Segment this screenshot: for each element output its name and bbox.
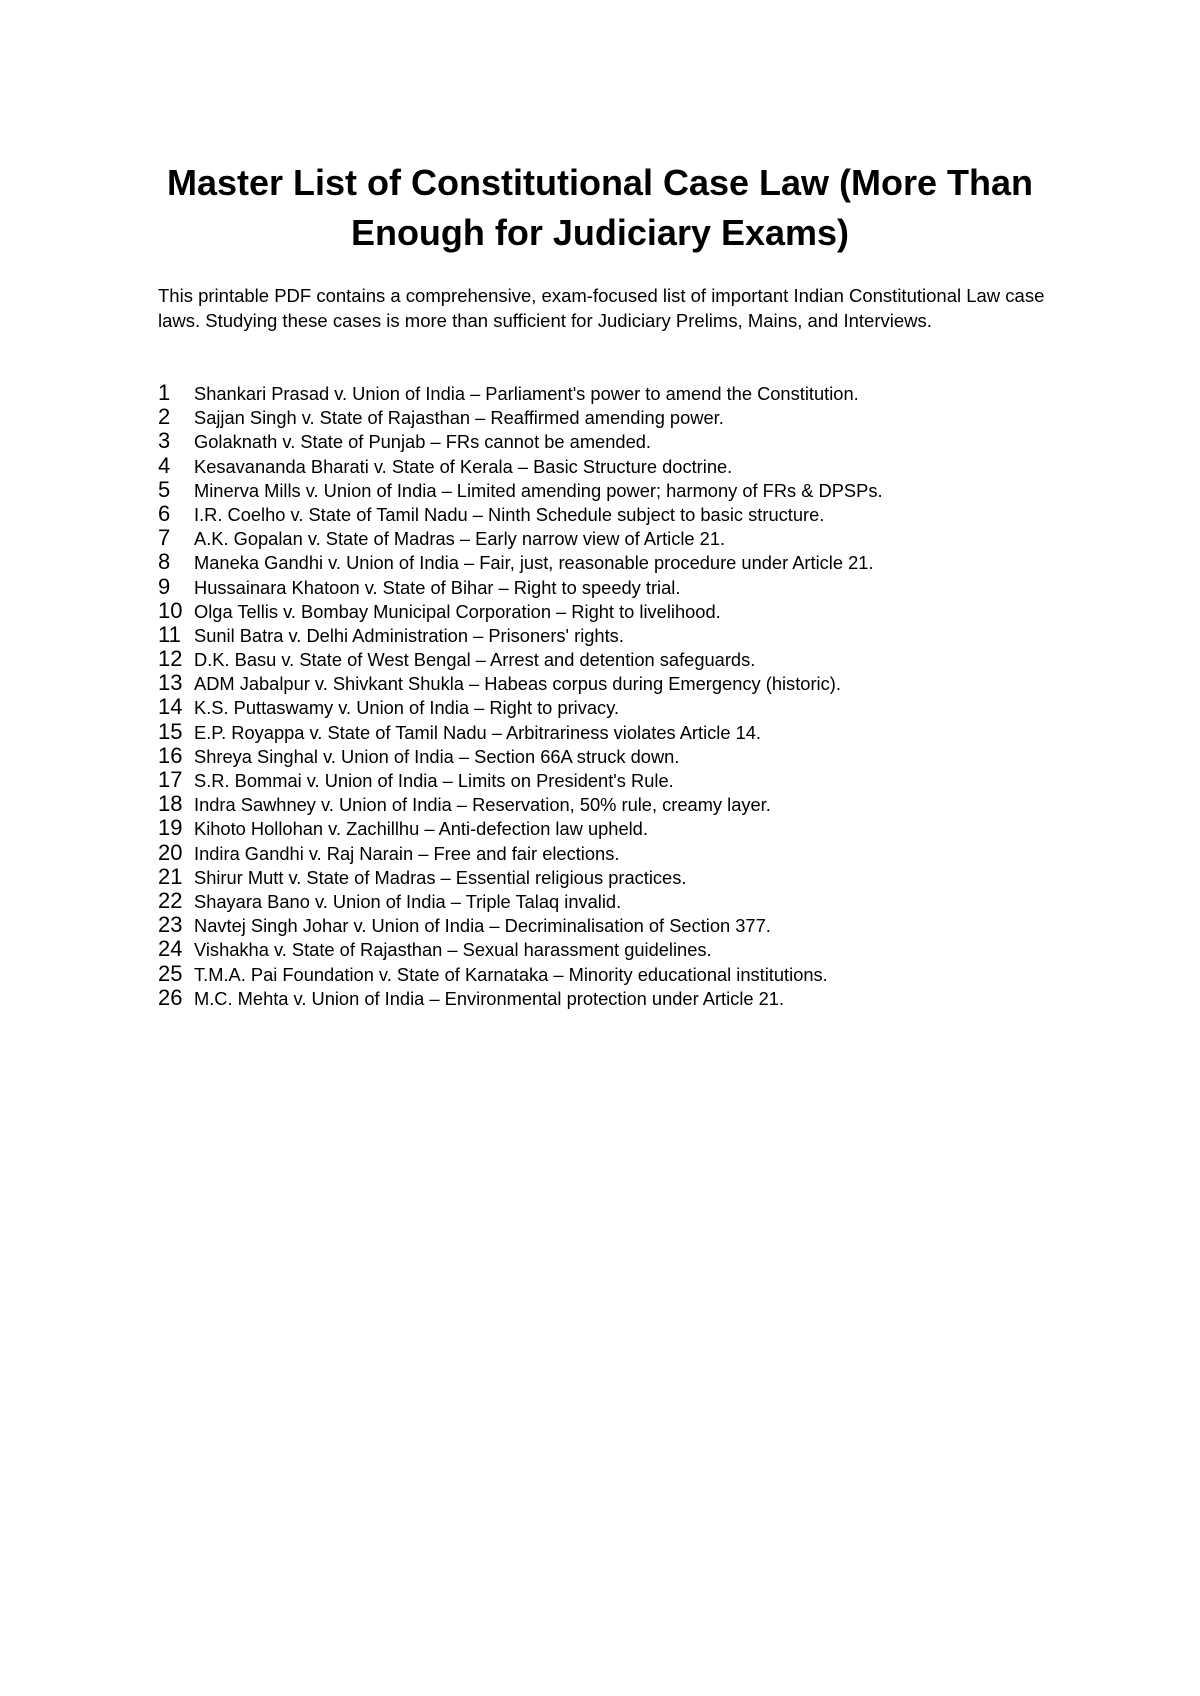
case-text: Navtej Singh Johar v. Union of India – Decriminalisation of Section 377.	[194, 915, 771, 937]
case-text: I.R. Coelho v. State of Tamil Nadu – Ninth Schedule subject to basic structure.	[194, 503, 825, 525]
list-item	[158, 792, 1058, 816]
case-number: 8	[158, 549, 171, 575]
case-number: 12	[158, 646, 183, 672]
case-number: 15	[158, 718, 183, 744]
case-number: 14	[158, 694, 183, 720]
list-item	[158, 405, 1058, 429]
case-number: 20	[158, 839, 183, 865]
case-text: T.M.A. Pai Foundation v. State of Karnataka – Minority educational institutions.	[194, 963, 828, 985]
list-item	[158, 962, 1058, 986]
list-item	[158, 550, 1058, 574]
case-text: K.S. Puttaswamy v. Union of India – Right to privacy.	[194, 697, 620, 719]
list-item	[158, 575, 1058, 599]
case-number: 22	[158, 887, 183, 913]
case-number: 21	[158, 863, 183, 889]
list-item	[158, 526, 1058, 550]
case-number: 24	[158, 936, 183, 962]
list-item	[158, 841, 1058, 865]
case-number: 13	[158, 670, 183, 696]
case-number: 6	[158, 500, 171, 526]
list-item	[158, 695, 1058, 719]
list-item	[158, 937, 1058, 961]
case-number: 10	[158, 597, 183, 623]
list-item	[158, 889, 1058, 913]
case-text: Vishakha v. State of Rajasthan – Sexual harassment guidelines.	[194, 939, 712, 961]
case-number: 26	[158, 984, 183, 1010]
list-item	[158, 478, 1058, 502]
case-number: 17	[158, 767, 183, 792]
case-text: Minerva Mills v. Union of India – Limited amending power; harmony of FRs & DPSPs.	[194, 479, 883, 501]
case-number: 23	[158, 912, 183, 938]
case-number: 16	[158, 742, 183, 768]
case-text: Shayara Bano v. Union of India – Triple Talaq invalid.	[194, 890, 622, 912]
list-item	[158, 502, 1058, 526]
case-text: Indira Gandhi v. Raj Narain – Free and fair elections.	[194, 842, 620, 864]
case-number: 18	[158, 791, 183, 817]
case-number: 4	[158, 452, 171, 478]
case-text: Sunil Batra v. Delhi Administration – Prisoners' rights.	[194, 624, 624, 646]
case-number: 1	[158, 380, 171, 405]
case-number: 2	[158, 404, 171, 430]
case-text: ADM Jabalpur v. Shivkant Shukla – Habeas corpus during Emergency (historic).	[194, 673, 841, 695]
case-text: Shankari Prasad v. Union of India – Parliament's power to amend the Constitution.	[194, 383, 859, 404]
list-item	[158, 816, 1058, 840]
case-number: 3	[158, 428, 171, 454]
case-text: M.C. Mehta v. Union of India – Environmental protection under Article 21.	[194, 987, 785, 1009]
case-text: D.K. Basu v. State of West Bengal – Arrest and detention safeguards.	[194, 649, 756, 671]
case-number: 9	[158, 573, 171, 599]
case-text: S.R. Bommai v. Union of India – Limits on President's Rule.	[194, 770, 674, 791]
case-text: Hussainara Khatoon v. State of Bihar – Right to speedy trial.	[194, 576, 681, 598]
list-item	[158, 986, 1058, 1010]
case-text: Olga Tellis v. Bombay Municipal Corporation – Right to livelihood.	[194, 600, 721, 622]
case-text: Shirur Mutt v. State of Madras – Essential religious practices.	[194, 866, 687, 888]
case-text: Kesavananda Bharati v. State of Kerala – Basic Structure doctrine.	[194, 455, 733, 477]
list-item	[158, 744, 1058, 768]
case-text: Indra Sawhney v. Union of India – Reservation, 50% rule, creamy layer.	[194, 794, 771, 816]
intro-paragraph: This printable PDF contains a comprehensive, exam-focused list of important Indian Constitutional Law case laws. Studying these cases is more than sufficient for Judiciary Prelims, Mains, and Interviews.	[158, 285, 1045, 331]
case-number: 7	[158, 525, 171, 551]
case-text: A.K. Gopalan v. State of Madras – Early narrow view of Article 21.	[194, 528, 726, 550]
case-number: 5	[158, 476, 171, 502]
list-item	[158, 720, 1058, 744]
list-item	[158, 647, 1058, 671]
list-item	[158, 768, 1058, 792]
case-text: E.P. Royappa v. State of Tamil Nadu – Arbitrariness violates Article 14.	[194, 721, 762, 743]
list-item	[158, 599, 1058, 623]
case-text: Maneka Gandhi v. Union of India – Fair, just, reasonable procedure under Article 21.	[194, 552, 874, 574]
list-item	[158, 671, 1058, 695]
case-number: 19	[158, 815, 183, 841]
case-text: Sajjan Singh v. State of Rajasthan – Reaffirmed amending power.	[194, 407, 724, 429]
list-item	[158, 865, 1058, 889]
case-list	[158, 381, 1058, 1010]
case-number: 11	[158, 621, 181, 647]
list-item	[158, 454, 1058, 478]
list-item	[158, 913, 1058, 937]
case-text: Shreya Singhal v. Union of India – Section 66A struck down.	[194, 745, 680, 767]
case-text: Kihoto Hollohan v. Zachillhu – Anti-defection law upheld.	[194, 818, 648, 840]
case-number: 25	[158, 960, 183, 986]
case-text: Golaknath v. State of Punjab – FRs cannot be amended.	[194, 431, 651, 453]
list-item	[158, 623, 1058, 647]
list-item	[158, 381, 1058, 405]
page-title: Master List of Constitutional Case Law (More Than Enough for Judiciary Exams)	[166, 162, 1034, 253]
list-item	[158, 429, 1058, 453]
